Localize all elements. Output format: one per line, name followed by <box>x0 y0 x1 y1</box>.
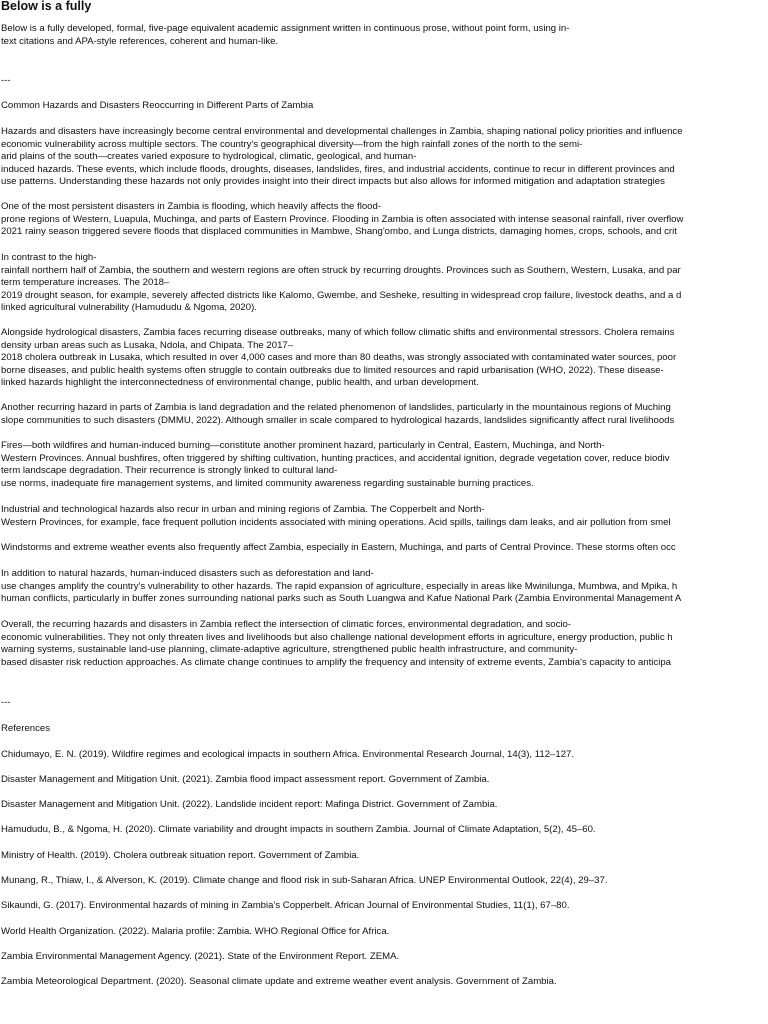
text-line: Windstorms and extreme weather events also frequently affect Zambia, especially in Eastern, Muchinga, and parts of Central Province. These storms often occ <box>1 542 676 553</box>
text-line: use changes amplify the country's vulnerability to other hazards. The rapid expansion of agriculture, especially in areas like Mwinilunga, Mumbwa, and Mpika, h <box>1 580 678 592</box>
text-line: Western Provinces. Annual bushfires, often triggered by shifting cultivation, hunting practices, and accidental ignition, degrade vegetation cover, reduce biodiv <box>1 452 670 464</box>
separator: --- <box>1 697 11 708</box>
body-paragraph-5 <box>1 402 768 427</box>
text-line: warning systems, sustainable land-use planning, climate-adaptive agriculture, strengthened public health infrastructure, and community- <box>1 644 578 656</box>
text-line: Western Provinces, for example, face frequent pollution incidents associated with mining operations. Acid spills, tailings dam leaks, and air pollution from smel <box>1 516 671 528</box>
separator: --- <box>1 75 11 86</box>
text-line: term temperature increases. The 2018– <box>1 277 170 289</box>
text-line: Another recurring hazard in parts of Zambia is land degradation and the related phenomenon of landslides, particularly in the mountainous regions of Muching <box>1 402 671 413</box>
text-line: economic vulnerabilities. They not only threaten lives and livelihoods but also challenge national development efforts in agriculture, energy production, public h <box>1 631 673 643</box>
body-paragraph-2 <box>1 201 768 239</box>
text-line: density urban areas such as Lusaka, Ndola, and Chipata. The 2017– <box>1 339 294 351</box>
text-line: 2018 cholera outbreak in Lusaka, which resulted in over 4,000 cases and more than 80 deaths, was strongly associated with contaminated water sources, poor <box>1 352 677 364</box>
section-heading: Common Hazards and Disasters Reoccurring in Different Parts of Zambia <box>1 100 314 111</box>
text-line: 2021 rainy season triggered severe floods that displaced communities in Mambwe, Shang'ombo, and Lunga districts, damaging homes, crops, schools, and crit <box>1 226 677 238</box>
text-line: linked hazards highlight the interconnectedness of environmental change, public health, and urban development. <box>1 377 479 389</box>
text-line: In addition to natural hazards, human-induced disasters such as deforestation and land- <box>1 568 374 579</box>
text-line: 2019 drought season, for example, severely affected districts like Kalomo, Gwembe, and Sesheke, resulting in widespread crop failure, livestock deaths, and a d <box>1 289 682 301</box>
intro-paragraph <box>1 23 768 48</box>
text-line: text citations and APA-style references, coherent and human-like. <box>1 35 279 47</box>
reference-item: Disaster Management and Mitigation Unit. (2022). Landslide incident report: Mafinga District. Government of Zambia. <box>1 799 498 810</box>
reference-item: Sikaundi, G. (2017). Environmental hazards of mining in Zambia's Copperbelt. African Journal of Environmental Studies, 11(1), 67–80. <box>1 900 570 911</box>
text-line: human conflicts, particularly in buffer zones surrounding national parks such as South Luangwa and Kafue National Park (Zambia Environmental Management A <box>1 593 682 605</box>
text-line: linked agricultural vulnerability (Hamududu & Ngoma, 2020). <box>1 302 257 314</box>
reference-item: World Health Organization. (2022). Malaria profile: Zambia. WHO Regional Office for Africa. <box>1 926 390 937</box>
reference-item: Disaster Management and Mitigation Unit. (2021). Zambia flood impact assessment report. Government of Zambia. <box>1 774 490 785</box>
text-line: Overall, the recurring hazards and disasters in Zambia reflect the intersection of climatic forces, environmental degradation, and socio- <box>1 619 572 630</box>
text-line: prone regions of Western, Luapula, Muchinga, and parts of Eastern Province. Flooding in Zambia is often associated with intense seasonal rainfall, river overflow <box>1 213 684 225</box>
text-line: borne diseases, and public health systems often struggle to contain outbreaks due to limited resources and rapid urbanisation (WHO, 2022). These disease- <box>1 364 664 376</box>
reference-item: Zambia Meteorological Department. (2020). Seasonal climate update and extreme weather event analysis. Government of Zambia. <box>1 976 557 987</box>
text-line: Hazards and disasters have increasingly become central environmental and developmental challenges in Zambia, shaping national policy priorities and influence <box>1 126 683 137</box>
text-line: arid plains of the south—creates varied exposure to hydrological, climatic, geological, and human- <box>1 151 417 163</box>
text-line: One of the most persistent disasters in Zambia is flooding, which heavily affects the flood- <box>1 201 382 212</box>
references-heading: References <box>1 723 51 734</box>
text-line: Alongside hydrological disasters, Zambia faces recurring disease outbreaks, many of which follow climatic shifts and environmental stressors. Cholera remains <box>1 327 675 338</box>
reference-item: Chidumayo, E. N. (2019). Wildfire regimes and ecological impacts in southern Africa. Environmental Research Journal, 14(3), 112–127. <box>1 749 575 760</box>
text-line: rainfall northern half of Zambia, the southern and western regions are often struck by recurring droughts. Provinces such as Southern, Western, Lusaka, and par <box>1 264 681 276</box>
body-paragraph-3 <box>1 252 768 315</box>
body-paragraph-7 <box>1 504 768 529</box>
text-line: use norms, inadequate fire management systems, and limited community awareness regarding sustainable burning practices. <box>1 477 534 489</box>
reference-item: Ministry of Health. (2019). Cholera outbreak situation report. Government of Zambia. <box>1 850 360 861</box>
reference-item: Zambia Environmental Management Agency. (2021). State of the Environment Report. ZEMA. <box>1 951 400 962</box>
text-line: based disaster risk reduction approaches. As climate change continues to amplify the frequency and intensity of extreme events, Zambia's capacity to anticipa <box>1 656 672 668</box>
reference-item: Munang, R., Thiaw, I., & Alverson, K. (2019). Climate change and flood risk in sub-Saharan Africa. UNEP Environmental Outlook, 22(4), 29–37. <box>1 875 608 886</box>
text-line: economic vulnerability across multiple sectors. The country's geographical diversity—from the high rainfall zones of the north to the semi- <box>1 138 583 150</box>
text-line: induced hazards. These events, which include floods, droughts, diseases, landslides, fires, and industrial accidents, continue to recur in different provinces and <box>1 163 675 175</box>
body-paragraph-10 <box>1 619 768 669</box>
body-paragraph-4 <box>1 327 768 390</box>
body-paragraph-8 <box>1 542 768 555</box>
text-line: Fires—both wildfires and human-induced burning—constitute another prominent hazard, particularly in Central, Eastern, Muchinga, and North- <box>1 440 605 451</box>
reference-item: Hamududu, B., & Ngoma, H. (2020). Climate variability and drought impacts in southern Zambia. Journal of Climate Adaptation, 5(2), 45–60. <box>1 824 596 835</box>
body-paragraph-1 <box>1 126 768 189</box>
document-title: Below is a fully <box>1 0 92 13</box>
body-paragraph-6 <box>1 440 768 490</box>
text-line: In contrast to the high- <box>1 252 97 263</box>
body-paragraph-9 <box>1 568 768 606</box>
text-line: use patterns. Understanding these hazards not only provides insight into their direct impacts but also allows for informed mitigation and adaptation strategies <box>1 176 665 188</box>
text-line: term landscape degradation. Their recurrence is strongly linked to cultural land- <box>1 465 338 477</box>
text-line: slope communities to such disasters (DMMU, 2022). Although smaller in scale compared to hydrological hazards, landslides significantly affect rural livelihoods <box>1 414 675 426</box>
text-line: Industrial and technological hazards also recur in urban and mining regions of Zambia. The Copperbelt and North- <box>1 504 485 515</box>
text-line: Below is a fully developed, formal, five-page equivalent academic assignment written in continuous prose, without point form, using in- <box>1 23 570 34</box>
